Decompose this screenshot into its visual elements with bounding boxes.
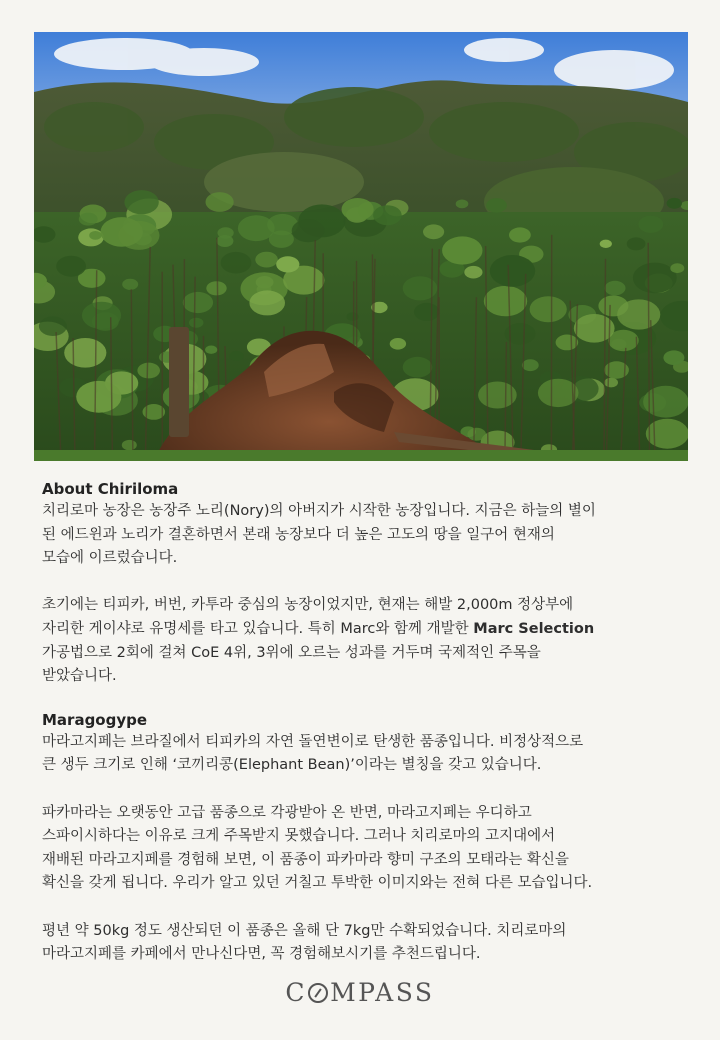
bush-leaf-cluster: [403, 357, 433, 378]
paragraph: [42, 500, 682, 571]
text-line: 모습에 이르렀습니다.: [42, 550, 178, 567]
farm-photo: [34, 32, 688, 461]
bush-leaf-cluster: [122, 440, 137, 450]
bush-leaf-cluster: [373, 205, 402, 225]
bush-leaf-cluster: [249, 290, 285, 315]
text-fragment: 자리한 게이샤로 유명세를 타고 있습니다. 특히 Marc와 함께 개발한: [42, 620, 474, 637]
bush-leaf-cluster: [76, 381, 121, 413]
bush-leaf-cluster: [530, 296, 567, 322]
text-line: 된 에드윈과 노리가 결혼하면서 본래 농장보다 더 높은 고도의 땅을 일구어 현재의: [42, 526, 555, 543]
compass-logo: [0, 978, 720, 1007]
bush-leaf-cluster: [423, 224, 444, 239]
bush-leaf-cluster: [124, 190, 158, 214]
section-heading-maragogype: Maragogype: [42, 710, 148, 729]
text-line: 마라고지페는 브라질에서 티피카의 자연 돌연변이로 탄생한 품종입니다. 비정상적으로: [42, 733, 584, 750]
bush-leaf-cluster: [137, 363, 160, 379]
bush-leaf-cluster: [604, 378, 618, 388]
bush-leaf-cluster: [216, 235, 233, 247]
text-line: 재배된 마라고지페를 경험해 보면, 이 품종이 파카마라 향미 구조의 모태라는 확신을: [42, 851, 569, 868]
bush-leaf-cluster: [122, 279, 138, 290]
bush-leaf-cluster: [183, 292, 213, 313]
bush-leaf-cluster: [456, 200, 469, 209]
bush-leaf-cluster: [605, 281, 626, 296]
bush-leaf-cluster: [390, 338, 406, 350]
bush-leaf-cluster: [221, 252, 252, 274]
text-line: 받았습니다.: [42, 668, 117, 685]
bush-leaf-cluster: [464, 266, 482, 279]
bush-leaf-cluster: [205, 346, 217, 354]
article-body: [42, 478, 682, 967]
text-line: [42, 618, 682, 642]
bush-leaf-cluster: [633, 263, 677, 294]
paragraph: [42, 731, 682, 778]
bush-leaf-cluster: [670, 263, 684, 273]
text-line: 스파이시하다는 이유로 크게 주목받지 못했습니다. 그러나 치리로마의 고지대에서: [42, 828, 556, 845]
text-line: 파카마라는 오랫동안 고급 품종으로 각광받아 온 반면, 마라고지페는 우디하고: [42, 804, 532, 821]
bush-leaf-cluster: [663, 350, 684, 365]
bush-leaf-cluster: [276, 256, 299, 272]
bush-leaf-cluster: [64, 338, 106, 368]
text-line: 치리로마 농장은 농장주 노리(Nory)의 아버지가 시작한 농장입니다. 지금은 하늘의 별이: [42, 503, 596, 519]
bush-leaf-cluster: [118, 221, 159, 250]
bush-leaf-cluster: [189, 318, 203, 328]
bush-leaf-cluster: [600, 240, 612, 248]
bush-leaf-cluster: [414, 303, 440, 321]
text-line: 큰 생두 크기로 인해 ‘코끼리콩(Elephant Bean)’이라는 별칭을 갖고 있습니다.: [42, 757, 542, 774]
bush-leaf-cluster: [206, 192, 234, 212]
section-heading-about: About Chiriloma: [42, 480, 179, 498]
logo-letter-c: C: [285, 978, 308, 1007]
bush-leaf-cluster: [667, 198, 682, 209]
text-line: 평년 약 50kg 정도 생산되던 이 품종은 올해 단 7kg만 수확되었습니다. 치리로마의: [42, 922, 567, 939]
bush-leaf-cluster: [79, 213, 98, 226]
bush-leaf-cluster: [238, 215, 275, 241]
bush-leaf-cluster: [230, 351, 244, 361]
bush-leaf-cluster: [255, 252, 278, 268]
paragraph: [42, 802, 682, 896]
bush-leaf-cluster: [39, 316, 67, 336]
text-line: 확신을 갖게 됩니다. 우리가 알고 있던 거칠고 투박한 이미지와는 전혀 다른 모습입니다.: [42, 875, 593, 892]
compass-o-icon: [308, 983, 328, 1003]
marc-selection-emphasis: Marc Selection: [473, 620, 595, 637]
bush-leaf-cluster: [206, 281, 226, 295]
bush-leaf-cluster: [522, 359, 539, 371]
bush-leaf-cluster: [442, 236, 482, 264]
bush-leaf-cluster: [89, 231, 101, 240]
bush-leaf-cluster: [627, 237, 646, 250]
bush-leaf-cluster: [617, 299, 660, 329]
paragraph: [42, 594, 682, 688]
logo-letters-rest: MPASS: [330, 978, 435, 1007]
bush-leaf-cluster: [486, 198, 507, 213]
text-line: 초기에는 티피카, 버번, 카투라 중심의 농장이었지만, 현재는 해발 2,000m 정상부에: [42, 597, 574, 614]
bush-leaf-cluster: [574, 314, 615, 343]
bush-leaf-cluster: [509, 227, 531, 242]
paragraph: [42, 920, 682, 967]
bush-leaf-cluster: [467, 428, 486, 441]
bush-leaf-cluster: [490, 255, 535, 287]
farm-landscape-photo: [34, 32, 688, 461]
bush-leaf-cluster: [292, 219, 325, 242]
bush-leaf-cluster: [484, 286, 527, 316]
bush-leaf-cluster: [82, 302, 121, 329]
bush-leaf-cluster: [56, 256, 86, 277]
bush-leaf-cluster: [646, 419, 688, 449]
bush-leaf-cluster: [342, 198, 374, 221]
text-line: 마라고지페를 카페에서 만나신다면, 꼭 경험해보시기를 추천드립니다.: [42, 946, 481, 963]
bush-leaf-cluster: [639, 216, 664, 233]
ground-strip: [34, 450, 688, 461]
bush-leaf-cluster: [556, 335, 579, 351]
text-line: 가공법으로 2회에 걸쳐 CoE 4위, 3위에 오르는 성과를 거두며 국제적인 주목을: [42, 644, 541, 661]
